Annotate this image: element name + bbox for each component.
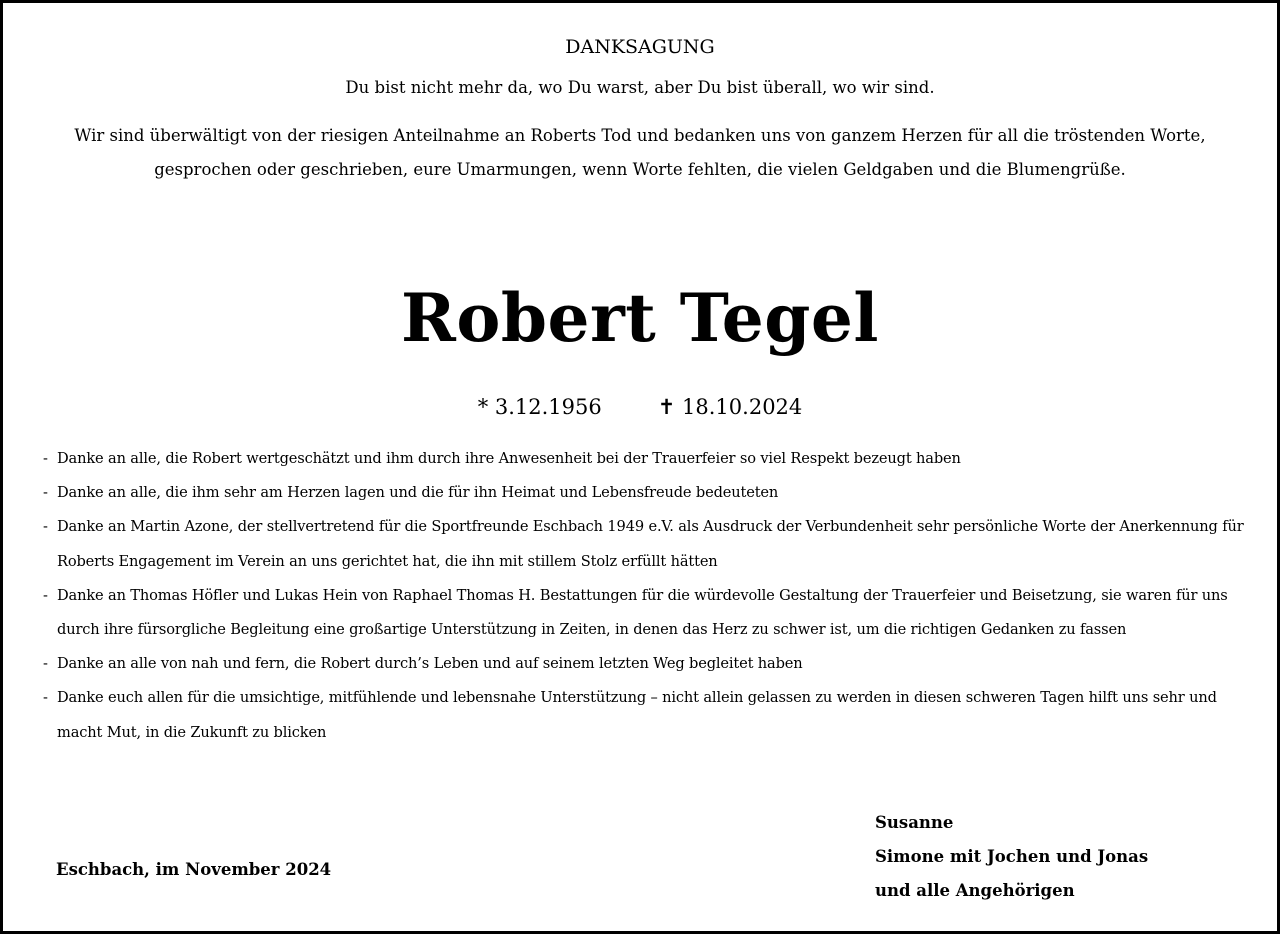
deceased-name: Robert Tegel [401, 279, 879, 357]
death-date: ✝ 18.10.2024 [657, 395, 803, 419]
signatory: und alle Angehörigen [875, 881, 1075, 900]
thanks-text: Danke euch allen für die umsichtige, mitfühlende und lebensnahe Unterstützung – nicht allein gelassen zu werden in diesen schweren Tagen hilft uns sehr und macht Mut, in die Zukunft zu blicken [57, 689, 1217, 741]
signatory: Simone mit Jochen und Jonas [875, 847, 1149, 866]
signatories [875, 806, 1148, 908]
motto-line: Du bist nicht mehr da, wo Du warst, aber Du bist überall, wo wir sind. [345, 78, 935, 97]
thanks-list [41, 442, 1253, 750]
intro-paragraph: Wir sind überwältigt von der riesigen Anteilnahme an Roberts Tod und bedanken uns von ganzem Herzen für all die tröstenden Worte, gesprochen oder geschrieben, eure Umarmungen, wenn Worte fehlten, die vielen Geldgaben und die Blumengrüße. [74, 126, 1206, 179]
thanks-item: - Danke an alle, die Robert wertgeschätzt und ihm durch ihre Anwesenheit bei der Trauerfeier so viel Respekt bezeugt haben [43, 450, 961, 467]
thanks-item: - Danke an alle von nah und fern, die Robert durch’s Leben und auf seinem letzten Weg begleitet haben [43, 655, 803, 673]
thanks-item: - Danke an alle, die ihm sehr am Herzen lagen und die für ihn Heimat und Lebensfreude bedeuteten [43, 484, 779, 502]
thanks-text: Danke an Thomas Höfler und Lukas Hein von Raphael Thomas H. Bestattungen für die würdevolle Gestaltung der Trauerfeier und Beisetzung, sie waren für uns durch ihre fürsorgliche Begleitung eine großartige Unterstützung in Zeiten, in denen das Herz zu schwer ist, um die richtigen Gedanken zu fassen [57, 586, 1228, 639]
thanks-item: - Danke euch allen für die umsichtige, mitfühlende und lebensnahe Unterstützung – nicht allein gelassen zu werden in diesen schweren Tagen hilft uns sehr und macht Mut, in die Zukunft zu blicken [43, 689, 1217, 741]
thanks-text: Danke an alle von nah und fern, die Robert durch’s Leben und auf seinem letzten Weg begleitet haben [57, 655, 803, 673]
thanks-item: - Danke an Martin Azone, der stellvertretend für die Sportfreunde Eschbach 1949 e.V. als Ausdruck der Verbundenheit sehr persönliche Worte der Anerkennung für Roberts Engagement im Verein an uns gerichtet hat, die ihn mit stillem Stolz erfüllt hätten [43, 518, 1244, 570]
place-and-date: Eschbach, im November 2024 [56, 860, 332, 879]
birth-date: * 3.12.1956 [477, 395, 602, 419]
thanks-item: - Danke an Thomas Höfler und Lukas Hein von Raphael Thomas H. Bestattungen für die würdevolle Gestaltung der Trauerfeier und Beisetzung, sie waren für uns durch ihre fürsorgliche Begleitung eine großartige Unterstützung in Zeiten, in denen das Herz zu schwer ist, um die richtigen Gedanken zu fassen [43, 586, 1228, 639]
thanks-text: Danke an alle, die Robert wertgeschätzt und ihm durch ihre Anwesenheit bei der Trauerfeier so viel Respekt bezeugt haben [57, 450, 961, 467]
signatory: Susanne [875, 813, 954, 832]
thanks-text: Danke an Martin Azone, der stellvertretend für die Sportfreunde Eschbach 1949 e.V. als Ausdruck der Verbundenheit sehr persönliche Worte der Anerkennung für Roberts Engagement im Verein an uns gerichtet hat, die ihn mit stillem Stolz erfüllt hätten [57, 518, 1244, 570]
notice-heading: DANKSAGUNG [565, 36, 715, 58]
life-dates [3, 391, 1277, 423]
thanks-text: Danke an alle, die ihm sehr am Herzen lagen und die für ihn Heimat und Lebensfreude bedeuteten [57, 484, 779, 502]
